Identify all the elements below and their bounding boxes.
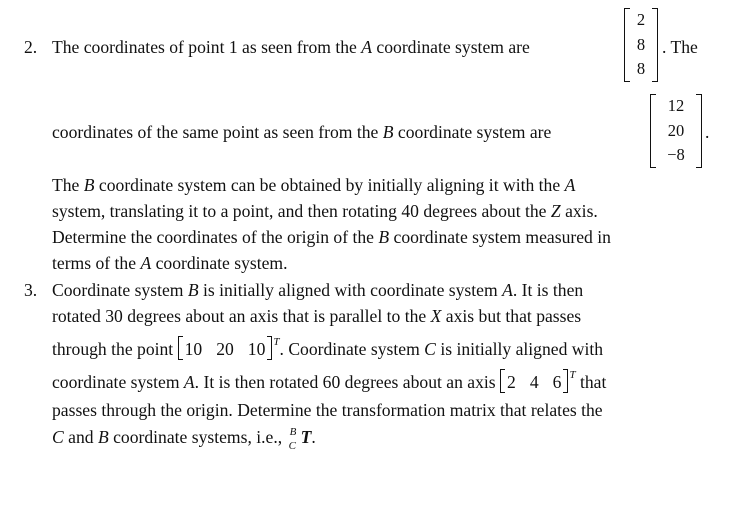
p3-line-6-post: coordinate systems, i.e., (108, 427, 287, 447)
p2-line-6 (52, 252, 288, 274)
p2-var-Z: Z (550, 201, 561, 221)
p3-line-1 (52, 279, 583, 301)
right-bracket (563, 369, 568, 393)
p2-line-6-post: coordinate system. (151, 253, 288, 273)
p3-line-4-mid: . It is then rotated 60 degrees about an axis (194, 372, 496, 392)
problem-3-number: 3. (24, 280, 38, 300)
p3-line-3 (52, 336, 603, 360)
p2-line-1 (52, 36, 530, 58)
p2-line-5-post: coordinate system measured in (389, 227, 611, 247)
p3-line-4-pre: coordinate system (52, 372, 184, 392)
point-y: 20 (216, 339, 234, 359)
vector-B-coords (650, 94, 702, 168)
p3-line-6-mid: and (63, 427, 98, 447)
p3-line-2 (52, 305, 581, 327)
p2-var-A: A (564, 175, 576, 195)
p2-line-1-end: . The (662, 37, 698, 57)
p3-line-5: passes through the origin. Determine the transformation matrix that relates the (52, 400, 603, 420)
p2-line-3 (52, 174, 575, 196)
vector-A-coords (624, 8, 658, 82)
transform-matrix-T: T (300, 427, 312, 447)
p2-var-B: B (83, 175, 95, 195)
transform-sub-super (287, 426, 301, 452)
superscript-B: B (289, 426, 297, 438)
p3-line-1-post: . It is then (512, 280, 584, 300)
p2-var-A: A (140, 253, 152, 273)
vector-B-z: −8 (667, 145, 685, 164)
point-z: 10 (247, 339, 266, 359)
p3-var-C: C (52, 427, 64, 447)
axis-y: 4 (529, 372, 539, 392)
p3-line-3-pre: through the point (52, 339, 174, 359)
p2-line-4 (52, 200, 598, 222)
left-bracket (500, 369, 505, 393)
subscript-C: C (288, 440, 296, 452)
vector-A-z: 8 (636, 59, 646, 78)
transpose-T: T (569, 369, 576, 381)
p3-var-A: A (183, 372, 195, 392)
p3-var-B: B (97, 427, 109, 447)
p3-line-1-mid: is initially aligned with coordinate system (198, 280, 503, 300)
p2-line-2-post: coordinate system are (393, 122, 552, 142)
p3-line-4-post: that (579, 372, 607, 392)
p3-line-1-pre: Coordinate system (52, 280, 188, 300)
vector-A-x: 2 (636, 10, 646, 29)
right-bracket (267, 336, 272, 360)
p2-line-2-end: . (705, 122, 710, 142)
p3-var-A: A (502, 280, 513, 300)
p2-var-B: B (378, 227, 390, 247)
vector-A-y: 8 (636, 35, 646, 54)
p2-var-A: A (361, 37, 373, 57)
p2-line-1-post: coordinate system are (372, 37, 530, 57)
vector-B-y: 20 (667, 121, 685, 140)
p2-line-3-pre: The (52, 175, 84, 195)
point-x: 10 (184, 339, 203, 359)
p2-var-B: B (382, 122, 394, 142)
left-bracket (178, 336, 183, 360)
p2-line-2-pre: coordinates of the same point as seen from the (52, 122, 383, 142)
p3-var-X: X (430, 306, 442, 326)
p3-line-3-end: is initially aligned with (435, 339, 604, 359)
p2-line-4-text: system, translating it to a point, and then rotating 40 degrees about the (52, 201, 551, 221)
p3-line-2-pre: rotated 30 degrees about an axis that is parallel to the (52, 306, 431, 326)
problem-2-number: 2. (24, 37, 38, 57)
p2-line-4-end: axis. (560, 201, 598, 221)
axis-z: 6 (552, 372, 562, 392)
p3-line-2-post: axis but that passes (441, 306, 582, 326)
axis-x: 2 (507, 372, 516, 392)
p3-line-4 (52, 369, 606, 393)
p2-line-2 (52, 121, 551, 143)
p2-line-5-pre: Determine the coordinates of the origin of the (52, 227, 379, 247)
p3-line-3-post: . Coordinate system (279, 339, 425, 359)
p3-var-B: B (187, 280, 199, 300)
p2-line-3-mid: coordinate system can be obtained by initially aligning it with the (94, 175, 565, 195)
p2-line-6-pre: terms of the (52, 253, 141, 273)
p3-var-C: C (424, 339, 436, 359)
transpose-T: T (273, 336, 280, 348)
vector-B-x: 12 (667, 96, 685, 115)
p3-line-6-end: . (311, 427, 316, 447)
p2-line-1-pre: The coordinates of point 1 as seen from the (52, 37, 362, 57)
p3-line-6 (52, 426, 316, 452)
p2-line-5 (52, 226, 611, 248)
